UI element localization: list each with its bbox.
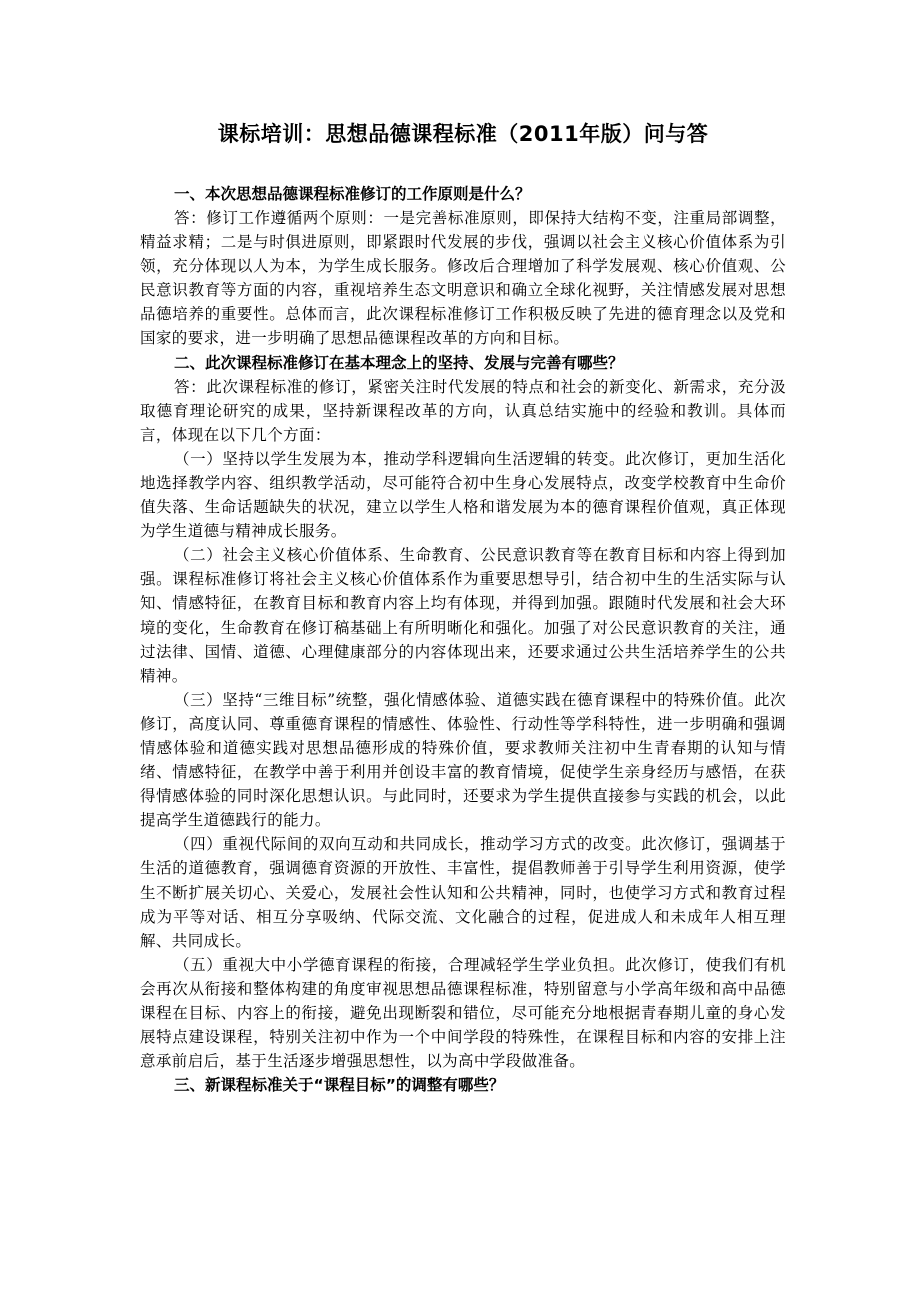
question-1-heading: 一、本次思想品德课程标准修订的工作原则是什么？ <box>174 185 531 203</box>
document-title: 课标培训：思想品德课程标准（2011年版）问与答 <box>217 122 709 146</box>
answer-2-intro-paragraph: 答：此次课程标准的修订，紧密关注时代发展的特点和社会的新变化、新需求，充分汲取德育理论研究的成果，坚持新课程改革的方向，认真总结实施中的经验和教训。具体而言，体现在以下几个方面： <box>140 377 786 444</box>
document-page <box>140 118 786 1097</box>
question-2-heading: 二、此次课程标准修订在基本理念上的坚持、发展与完善有哪些？ <box>174 353 624 372</box>
answer-2-point-3-paragraph: （三）坚持“三维目标”统整，强化情感体验、道德实践在德育课程中的特殊价值。此次修订，高度认同、尊重德育课程的情感性、体验性、行动性等学科特性，进一步明确和强调情感体验和道德实践对思想品德形成的特殊价值，要求教师关注初中生青春期的认知与情绪、情感特征，在教学中善于利用并创设丰富的教育情境，促使学生亲身经历与感悟，在获得情感体验的同时深化思想认识。与此同时，还要求为学生提供直接参与实践的机会，以此提高学生道德践行的能力。 <box>140 690 786 830</box>
answer-2-point-4-paragraph: （四）重视代际间的双向互动和共同成长，推动学习方式的改变。此次修订，强调基于生活的道德教育，强调德育资源的开放性、丰富性，提倡教师善于引导学生利用资源，使学生不断扩展关切心、关爱心，发展社会性认知和公共精神，同时，也使学习方式和教育过程成为平等对话、相互分享吸纳、代际交流、文化融合的过程，促进成人和未成年人相互理解、共同成长。 <box>140 835 786 950</box>
answer-2-point-5-paragraph: （五）重视大中小学德育课程的衔接，合理减轻学生学业负担。此次修订，使我们有机会再次从衔接和整体构建的角度审视思想品德课程标准，特别留意与小学高年级和高中品德课程在目标、内容上的衔接，避免出现断裂和错位，尽可能充分地根据青春期儿童的身心发展特点建设课程，特别关注初中作为一个中间学段的特殊性，在课程目标和内容的安排上注意承前启后，基于生活逐步增强思想性，以为高中学段做准备。 <box>140 955 786 1071</box>
answer-1-paragraph: 答：修订工作遵循两个原则：一是完善标准原则，即保持大结构不变，注重局部调整，精益求精；二是与时俱进原则，即紧跟时代发展的步伐，强调以社会主义核心价值体系为引领，充分体现以人为本，为学生成长服务。修改后合理增加了科学发展观、核心价值观、公民意识教育等方面的内容，重视培养生态文明意识和确立全球化视野，关注情感发展对思想品德培养的重要性。总体而言，此次课程标准修订工作积极反映了先进的德育理念以及党和国家的要求，进一步明确了思想品德课程改革的方向和目标。 <box>140 209 786 348</box>
question-3-heading: 三、新课程标准关于“课程目标”的调整有哪些？ <box>174 1076 505 1095</box>
answer-2-point-1-paragraph: （一）坚持以学生发展为本，推动学科逻辑向生活逻辑的转变。此次修订，更加生活化地选择教学内容、组织教学活动，尽可能符合初中生身心发展特点，改变学校教育中生命价值失落、生命话题缺失的状况，建立以学生人格和谐发展为本的德育课程价值观，真正体现为学生道德与精神成长服务。 <box>140 449 786 541</box>
answer-2-point-2-paragraph: （二）社会主义核心价值体系、生命教育、公民意识教育等在教育目标和内容上得到加强。课程标准修订将社会主义核心价值体系作为重要思想导引，结合初中生的生活实际与认知、情感特征，在教育目标和教育内容上均有体现，并得到加强。跟随时代发展和社会大环境的变化，生命教育在修订稿基础上有所明晰化和强化。加强了对公民意识教育的关注，通过法律、国情、道德、心理健康部分的内容体现出来，还要求通过公共生活培养学生的公共精神。 <box>140 546 786 685</box>
